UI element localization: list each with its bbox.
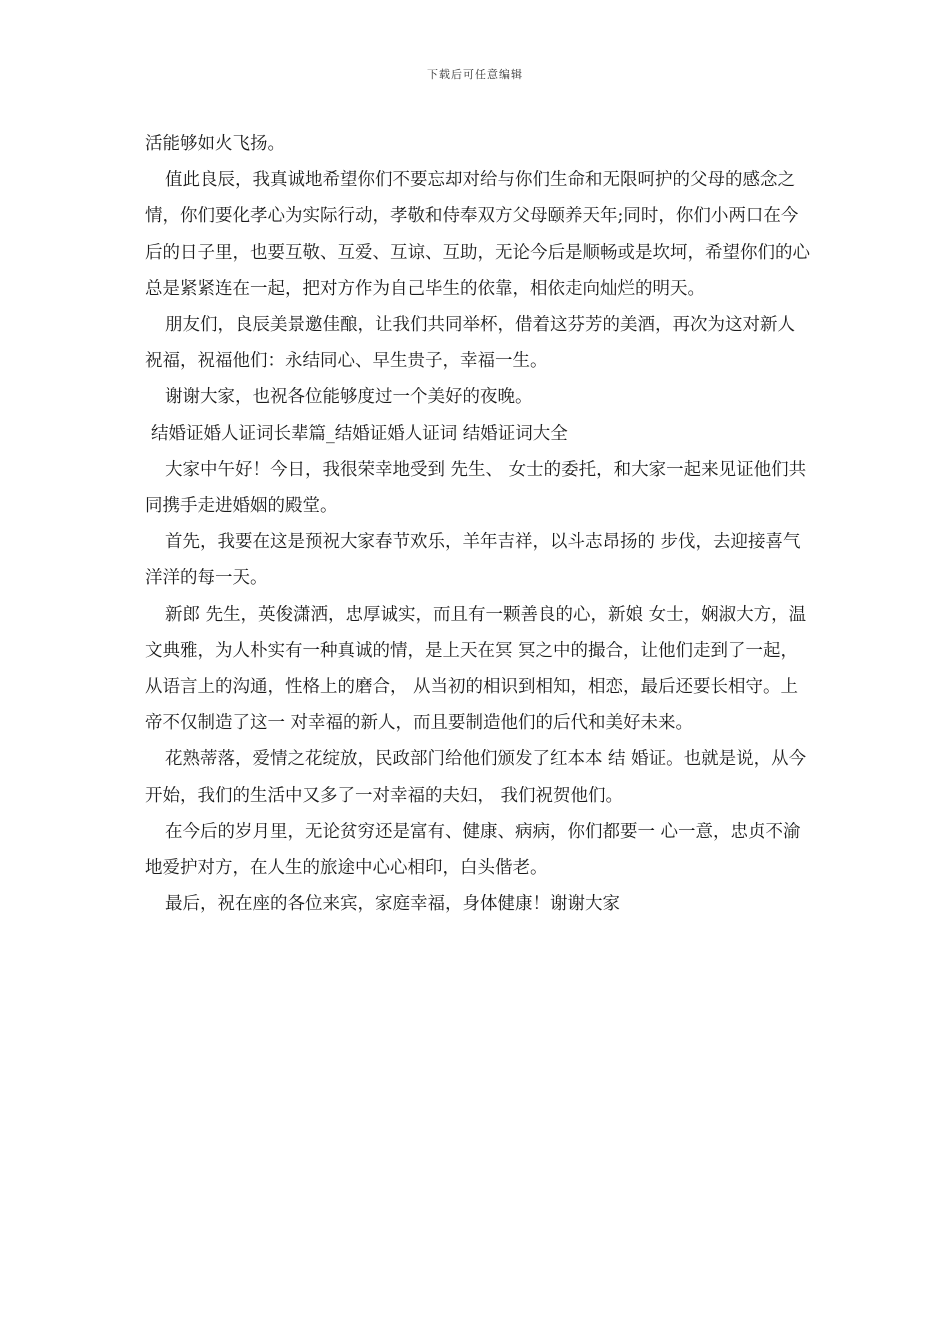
paragraph-toast: 朋友们，良辰美景邀佳酿，让我们共同举杯，借着这芬芳的美酒，再次为这对新人祝福，祝福他们：永结同心、早生贵子，幸福一生。	[145, 315, 795, 372]
section-heading: 结婚证婚人证词长辈篇_结婚证婚人证词 结婚证词大全	[151, 423, 568, 444]
paragraph-couple: 新郎 先生，英俊潇洒，忠厚诚实，而且有一颗善良的心，新娘 女士，娴淑大方，温文典雅，为人朴实有一种真诚的情，是上天在冥 冥之中的撮合，让他们走到了一起，从语言上的沟通，性格上的磨合， 从当初的相识到相知，相恋，最后还要长相守。上帝不仅制造了这一 对幸福的新人，而且要制造他们的后代和美好未来。	[145, 604, 807, 734]
paragraph-spring-festival: 首先，我要在这是预祝大家春节欢乐，羊年吉祥，以斗志昂扬的 步伐，去迎接喜气洋洋的每一天。	[145, 532, 801, 589]
paragraph-closing: 最后，祝在座的各位来宾，家庭幸福，身体健康！谢谢大家	[165, 894, 620, 915]
paragraph-vows: 在今后的岁月里，无论贫穷还是富有、健康、病病，你们都要一 心一意，忠贞不渝地爱护对方，在人生的旅途中心心相印，白头偕老。	[145, 821, 801, 879]
document-body	[145, 126, 810, 922]
paragraph-parents: 值此良辰，我真诚地希望你们不要忘却对给与你们生命和无限呵护的父母的感念之情，你们要化孝心为实际行动，孝敬和侍奉双方父母颐养天年;同时，你们小两口在今后的日子里，也要互敬、互爱、互谅、互助，无论今后是顺畅或是坎坷，希望你们的心总是紧紧连在一起，把对方作为自己毕生的依靠，相依走向灿烂的明天。	[145, 170, 810, 299]
page-header: 下载后可任意编辑	[427, 68, 523, 81]
paragraph-greeting: 大家中午好！今日，我很荣幸地受到 先生、 女士的委托，和大家一起来见证他们共同携手走进婚姻的殿堂。	[145, 459, 807, 517]
paragraph-continuation: 活能够如火飞扬。	[145, 134, 285, 154]
paragraph-marriage-certificate: 花熟蒂落，爱情之花绽放，民政部门给他们颁发了红本本 结 婚证。也就是说，从今开始，我们的生活中又多了一对幸福的夫妇， 我们祝贺他们。	[145, 749, 807, 806]
paragraph-thanks: 谢谢大家，也祝各位能够度过一个美好的夜晚。	[165, 387, 533, 408]
